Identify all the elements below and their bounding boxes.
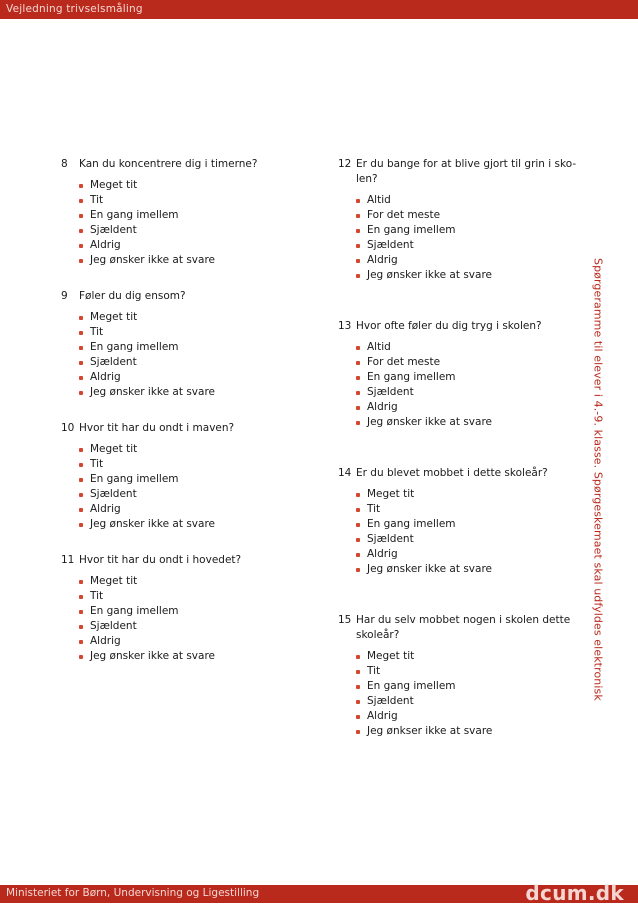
answer-option: En gang imellem [79, 208, 316, 223]
answer-option: En gang imellem [356, 370, 578, 385]
bullet-icon [79, 244, 83, 248]
bullet-icon [79, 610, 83, 614]
answer-option: Sjældent [356, 694, 578, 709]
answer-option: Sjældent [79, 619, 316, 634]
bullet-icon [356, 700, 360, 704]
bullet-icon [356, 670, 360, 674]
answer-option: Jeg ønkser ikke at svare [356, 724, 578, 739]
bullet-icon [79, 580, 83, 584]
answer-option: Jeg ønsker ikke at svare [79, 649, 316, 664]
document-title: Vejledning trivselsmåling [6, 3, 143, 15]
bullet-icon [356, 361, 360, 365]
answer-option: Jeg ønsker ikke at svare [356, 268, 578, 283]
question-text: Er du blevet mobbet i dette skoleår? [356, 467, 548, 479]
bullet-icon [356, 421, 360, 425]
question-text: Hvor ofte føler du dig tryg i skolen? [356, 320, 542, 332]
bullet-icon [79, 655, 83, 659]
bullet-icon [79, 640, 83, 644]
answer-option: Jeg ønsker ikke at svare [79, 253, 316, 268]
brand-logo: dcum.dk [525, 881, 624, 905]
bullet-icon [356, 391, 360, 395]
bullet-icon [356, 376, 360, 380]
answer-option: En gang imellem [79, 604, 316, 619]
bullet-icon [79, 595, 83, 599]
answer-option: En gang imellem [79, 340, 316, 355]
answer-option: Meget tit [79, 310, 316, 325]
bullet-icon [79, 214, 83, 218]
bullet-icon [356, 508, 360, 512]
answer-option: Meget tit [356, 649, 578, 664]
answer-option: Tit [79, 589, 316, 604]
answer-option: Tit [79, 193, 316, 208]
answer-option: Meget tit [79, 178, 316, 193]
ministry-name: Ministeriet for Børn, Undervisning og Ligestilling [6, 887, 260, 899]
question-11 [61, 553, 316, 664]
answer-option: Tit [79, 325, 316, 340]
bullet-icon [356, 538, 360, 542]
bullet-icon [356, 493, 360, 497]
answer-option: En gang imellem [356, 679, 578, 694]
bullet-icon [79, 376, 83, 380]
bullet-icon [79, 508, 83, 512]
bullet-icon [79, 391, 83, 395]
question-number: 9 [61, 290, 68, 302]
bullet-icon [356, 523, 360, 527]
answer-option: Sjældent [79, 487, 316, 502]
answer-option: Aldrig [356, 709, 578, 724]
bullet-icon [356, 259, 360, 263]
bullet-icon [79, 448, 83, 452]
bullet-icon [356, 406, 360, 410]
bullet-icon [356, 214, 360, 218]
answer-option: Aldrig [356, 400, 578, 415]
bullet-icon [356, 553, 360, 557]
bullet-icon [79, 463, 83, 467]
answer-option: Sjældent [79, 223, 316, 238]
bullet-icon [79, 184, 83, 188]
answer-option: Sjældent [79, 355, 316, 370]
header-bar [0, 0, 638, 19]
answer-option: Aldrig [79, 502, 316, 517]
answer-option: En gang imellem [356, 517, 578, 532]
answer-option: Aldrig [79, 370, 316, 385]
right-column [338, 157, 578, 739]
question-15 [338, 613, 578, 739]
answer-option: Sjældent [356, 238, 578, 253]
question-number: 14 [338, 467, 352, 479]
answer-option: Jeg ønsker ikke at svare [356, 562, 578, 577]
bullet-icon [356, 568, 360, 572]
side-note-text: Spørgeramme til elever i 4.-9. klasse. Spørgeskemaet skal udfyldes elektronisk [591, 258, 605, 701]
answer-option: En gang imellem [79, 472, 316, 487]
side-note [583, 258, 613, 701]
question-number: 13 [338, 320, 352, 332]
left-column [61, 157, 316, 664]
question-number: 15 [338, 614, 352, 626]
bullet-icon [79, 316, 83, 320]
answer-option: Tit [79, 457, 316, 472]
answer-option: Aldrig [356, 547, 578, 562]
bullet-icon [356, 730, 360, 734]
bullet-icon [356, 685, 360, 689]
question-number: 12 [338, 158, 352, 170]
bullet-icon [79, 229, 83, 233]
answer-option: Tit [356, 502, 578, 517]
answer-option: Altid [356, 193, 578, 208]
answer-option: Jeg ønsker ikke at svare [356, 415, 578, 430]
question-text: Kan du koncentrere dig i timerne? [79, 158, 258, 170]
answer-option: Aldrig [79, 238, 316, 253]
question-8 [61, 157, 316, 268]
bullet-icon [356, 244, 360, 248]
bullet-icon [356, 655, 360, 659]
question-9 [61, 289, 316, 400]
bullet-icon [79, 259, 83, 263]
question-text: Hvor tit har du ondt i hovedet? [79, 554, 242, 566]
bullet-icon [356, 715, 360, 719]
answer-option: Meget tit [79, 442, 316, 457]
bullet-icon [79, 523, 83, 527]
bullet-icon [79, 493, 83, 497]
answer-option: Jeg ønsker ikke at svare [79, 517, 316, 532]
answer-option: Meget tit [79, 574, 316, 589]
question-text: Er du bange for at blive gjort til grin i sko-len? [356, 158, 577, 185]
question-number: 11 [61, 554, 75, 566]
bullet-icon [79, 478, 83, 482]
answer-option: En gang imellem [356, 223, 578, 238]
question-10 [61, 421, 316, 532]
question-text: Føler du dig ensom? [79, 290, 186, 302]
answer-option: For det meste [356, 355, 578, 370]
bullet-icon [79, 346, 83, 350]
question-13 [338, 319, 578, 430]
bullet-icon [356, 346, 360, 350]
answer-option: Sjældent [356, 532, 578, 547]
question-14 [338, 466, 578, 577]
bullet-icon [356, 274, 360, 278]
bullet-icon [356, 199, 360, 203]
bullet-icon [79, 625, 83, 629]
answer-option: Sjældent [356, 385, 578, 400]
question-text: Hvor tit har du ondt i maven? [79, 422, 235, 434]
answer-option: Altid [356, 340, 578, 355]
answer-option: For det meste [356, 208, 578, 223]
bullet-icon [356, 229, 360, 233]
answer-option: Jeg ønsker ikke at svare [79, 385, 316, 400]
bullet-icon [79, 199, 83, 203]
question-number: 8 [61, 158, 68, 170]
bullet-icon [79, 331, 83, 335]
answer-option: Aldrig [79, 634, 316, 649]
bullet-icon [79, 361, 83, 365]
question-text: Har du selv mobbet nogen i skolen dette skoleår? [356, 614, 571, 641]
answer-option: Tit [356, 664, 578, 679]
question-12 [338, 157, 578, 283]
answer-option: Aldrig [356, 253, 578, 268]
question-number: 10 [61, 422, 75, 434]
answer-option: Meget tit [356, 487, 578, 502]
footer-bar [0, 881, 638, 905]
